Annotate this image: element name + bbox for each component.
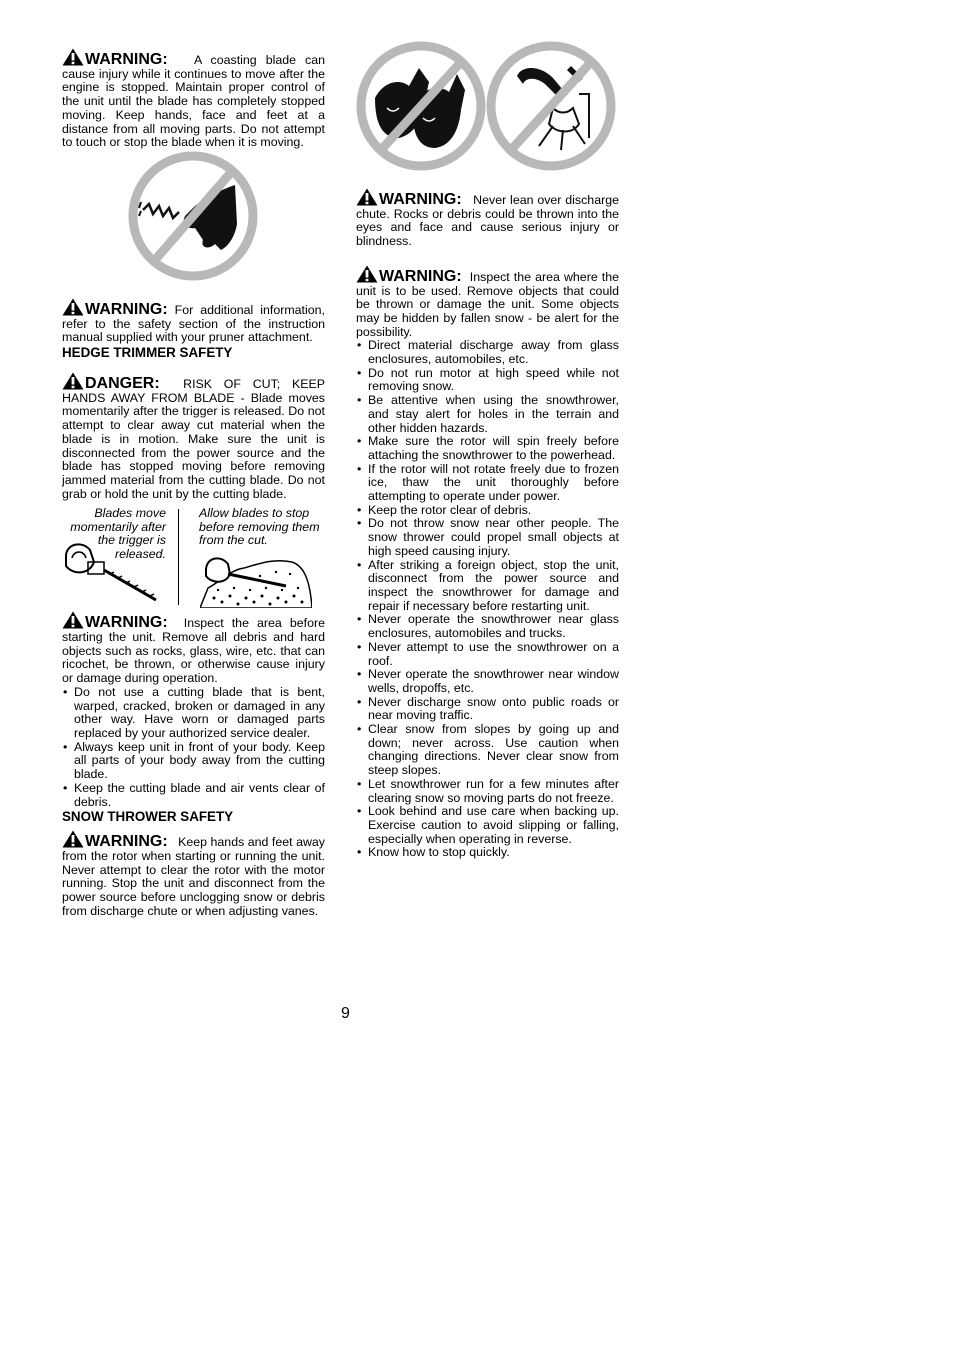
list-item: • Always keep unit in front of your body. Keep all parts of your body away from the cutting blade.: [62, 741, 325, 782]
snow-bullet-list: [356, 339, 619, 860]
danger-risk-of-cut: DANGER: RISK OF CUT; KEEP HANDS AWAY FROM BLADE - Blade moves momentarily after the trigger is released. Do not attempt to clear away cut material when the blade is in motion. Make sure the unit is disconnected from the power source and the blade has stopped moving before removing jammed material from the cutting blade. Do not grab or hold the unit by the cutting blade.: [62, 372, 325, 501]
no-snow-chute-icon: [491, 46, 611, 166]
list-item: • Keep the cutting blade and air vents clear of debris.: [62, 782, 325, 809]
list-item: • Know how to stop quickly.: [356, 846, 619, 860]
caption-allow-blades-stop: Allow blades to stop before removing them from the cut.: [199, 506, 320, 548]
no-gloves-icon: [361, 46, 481, 166]
list-item: • Do not run motor at high speed while not removing snow.: [356, 367, 619, 394]
section-heading-hedge-trimmer: HEDGE TRIMMER SAFETY: [62, 345, 233, 361]
list-item: • Keep the rotor clear of debris.: [356, 504, 619, 518]
warning-discharge-chute: WARNING: Never lean over discharge chute. Rocks or debris could be thrown into the eyes and face and cause serious injury or blindness.: [356, 188, 619, 249]
list-item: • Never attempt to use the snowthrower on a roof.: [356, 641, 619, 668]
warning-inspect-area: WARNING: Inspect the area before starting the unit. Remove all debris and hard objects such as rocks, glass, wire, etc. that can ricochet, be thrown, or otherwise cause injury or damage during operation.: [62, 611, 325, 686]
list-item: • After striking a foreign object, stop the unit, disconnect from the power source and inspect the snowthrower for damage and repair if necessary before restarting unit.: [356, 559, 619, 614]
list-item: • Be attentive when using the snowthrower, and stay alert for holes in the terrain and other hidden hazards.: [356, 394, 619, 435]
warning-triangle-icon: [62, 372, 84, 390]
hedge-trimmer-in-hedge-icon: [200, 552, 312, 608]
list-item: • Clear snow from slopes by going up and down; never across. Use caution when changing directions. Never clear snow from steep slopes.: [356, 723, 619, 778]
page-number: 9: [341, 1005, 350, 1022]
list-item: • Look behind and use care when backing up. Exercise caution to avoid slipping or falling, especially when operating in reverse.: [356, 805, 619, 846]
warning-additional-info: WARNING: For additional information, refer to the safety section of the instruction manual supplied with your pruner attachment.: [62, 298, 325, 345]
section-heading-snow-thrower: SNOW THROWER SAFETY: [62, 809, 234, 825]
list-item: • Make sure the rotor will spin freely before attaching the snowthrower to the powerhead.: [356, 435, 619, 462]
hedge-bullet-list: [62, 686, 325, 809]
list-item: • Do not use a cutting blade that is bent, warped, cracked, broken or damaged in any other way. Have worn or damaged parts replaced by your authorized service dealer.: [62, 686, 325, 741]
warning-triangle-icon: [356, 188, 378, 206]
right-column: [356, 188, 619, 860]
figure-divider: [178, 509, 179, 605]
caption-blades-move: Blades move momentarily after the trigger is released.: [70, 506, 166, 562]
warning-inspect-snow-area: WARNING: Inspect the area where the unit is to be used. Remove objects that could be thrown or damage the unit. Some objects may be hidden by fallen snow - be alert for the possibility.: [356, 265, 619, 340]
warning-triangle-icon: [62, 298, 84, 316]
warning-triangle-icon: [62, 830, 84, 848]
warning-keep-hands-feet: WARNING: Keep hands and feet away from the rotor when starting or running the unit. Never attempt to clear the rotor with the motor running. Stop the unit and disconnect from the power source before unclogging snow or debris from discharge chute or when adjusting vanes.: [62, 830, 325, 918]
warning-coasting-blade: WARNING: A coasting blade can cause injury while it continues to move after the engine is stopped. Maintain proper control of the unit until the blade has completely stopped moving. Keep hands, face and feet at a distance from all moving parts. Do not attempt to touch or stop the blade when it is moving.: [62, 48, 325, 150]
list-item: • Never operate the snowthrower near glass enclosures, automobiles and trucks.: [356, 613, 619, 640]
list-item: • Let snowthrower run for a few minutes after clearing snow so moving parts do not freeze.: [356, 778, 619, 805]
no-hand-blade-icon: [125, 150, 261, 282]
hedge-trimmer-icon: [60, 536, 160, 604]
prohibition-figures: [353, 38, 618, 174]
list-item: • Never operate the snowthrower near window wells, dropoffs, etc.: [356, 668, 619, 695]
warning-triangle-icon: [62, 611, 84, 629]
list-item: • Direct material discharge away from glass enclosures, automobiles, etc.: [356, 339, 619, 366]
list-item: • If the rotor will not rotate freely due to frozen ice, thaw the unit thoroughly before attempting to operate under power.: [356, 463, 619, 504]
warning-triangle-icon: [356, 265, 378, 283]
warning-triangle-icon: [62, 48, 84, 66]
list-item: • Never discharge snow onto public roads or near moving traffic.: [356, 696, 619, 723]
list-item: • Do not throw snow near other people. The snow thrower could propel small objects at high speed causing injury.: [356, 517, 619, 558]
